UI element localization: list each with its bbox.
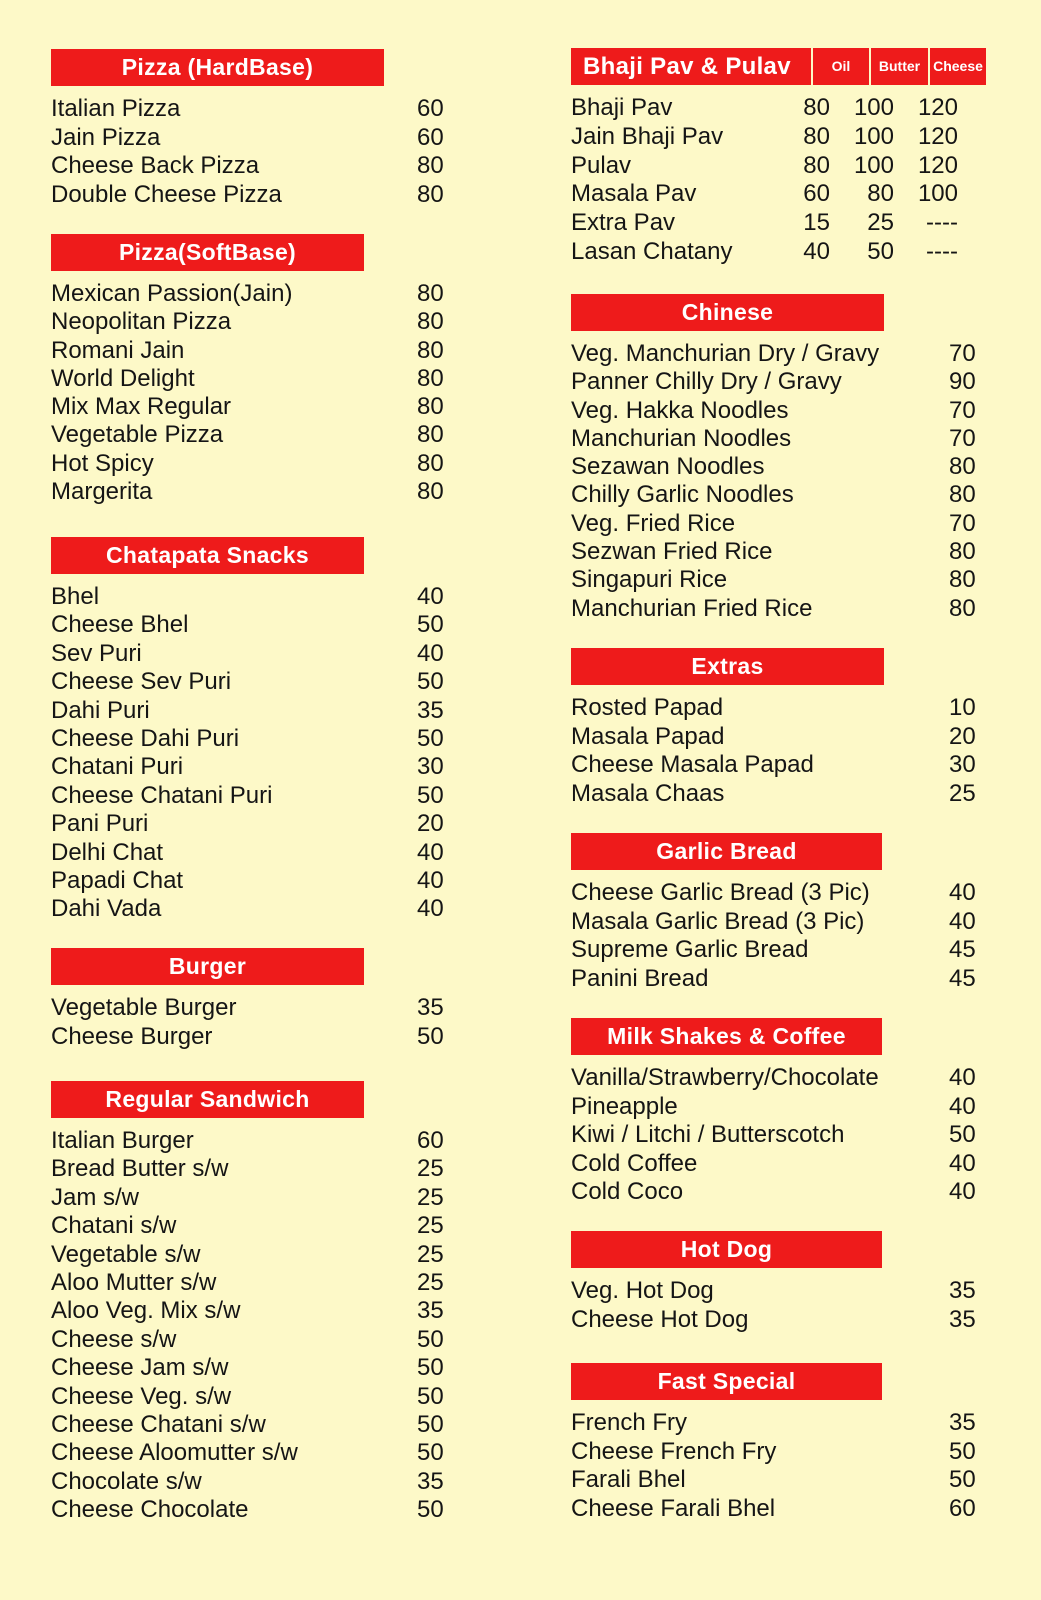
section-pizza-hardbase — [51, 49, 444, 209]
section-title: Fast Special — [571, 1363, 882, 1400]
section-hot-dog — [571, 1231, 976, 1334]
section-chinese — [571, 294, 976, 623]
item-name: Cheese French Fry — [571, 1437, 777, 1465]
section-regular-sandwich — [51, 1081, 444, 1524]
item-name: Singapuri Rice — [571, 566, 728, 594]
item-price: 80 — [417, 364, 444, 392]
item-name: Jam s/w — [51, 1183, 140, 1211]
item-price: 25 — [417, 1212, 444, 1240]
item-price: 50 — [417, 1022, 444, 1050]
menu-item — [571, 538, 976, 566]
item-price: 25 — [417, 1155, 444, 1183]
section-fast-special — [571, 1363, 976, 1523]
menu-item — [51, 280, 444, 308]
menu-items — [571, 1409, 976, 1523]
item-name: Delhi Chat — [51, 838, 164, 866]
item-name: Vegetable Burger — [51, 994, 237, 1021]
item-name: Veg. Fried Rice — [571, 509, 736, 537]
item-price: 50 — [417, 1439, 444, 1467]
item-price: 40 — [949, 1178, 976, 1205]
menu-item — [571, 1409, 976, 1438]
item-name: Vegetable s/w — [51, 1240, 201, 1268]
item-name: Veg. Hakka Noodles — [571, 396, 789, 424]
menu-item — [51, 994, 444, 1023]
item-price: 40 — [949, 907, 976, 935]
item-name: Romani Jain — [51, 336, 185, 364]
menu-item — [571, 594, 976, 623]
item-name: Cheese Jam s/w — [51, 1354, 229, 1382]
menu-item — [571, 694, 976, 723]
item-name: Masala Papad — [571, 722, 725, 750]
menu-item — [51, 336, 444, 365]
section-title: Chatapata Snacks — [51, 537, 364, 574]
menu-item — [571, 481, 976, 509]
item-name: Cheese Masala Papad — [571, 751, 814, 778]
section-title: Burger — [51, 948, 364, 985]
item-price: 35 — [417, 1297, 444, 1325]
item-price: 40 — [417, 583, 444, 610]
item-name: Veg. Manchurian Dry / Gravy — [571, 340, 880, 367]
menu-item — [571, 879, 976, 908]
menu-item — [51, 1439, 444, 1467]
item-name: Pani Puri — [51, 810, 149, 838]
price-butter: 80 — [867, 180, 894, 208]
bhaji-items — [571, 94, 986, 267]
menu-item — [51, 583, 444, 611]
item-price: 60 — [417, 123, 444, 151]
menu-item — [51, 696, 444, 725]
item-name: Cheese Chocolate — [51, 1496, 249, 1524]
menu-item — [51, 1183, 444, 1212]
item-price: 40 — [417, 838, 444, 866]
menu-item — [51, 95, 444, 124]
item-price: 70 — [949, 396, 976, 424]
menu-item — [571, 1437, 976, 1467]
menu-item — [571, 180, 980, 209]
menu-item — [571, 1178, 976, 1207]
item-price: 80 — [417, 336, 444, 364]
section-title: Chinese — [571, 294, 884, 331]
item-name: Jain Pizza — [51, 123, 161, 151]
price-oil: 40 — [803, 237, 830, 265]
menu-item — [51, 838, 444, 867]
item-price: 80 — [417, 449, 444, 477]
item-price: 80 — [417, 308, 444, 336]
menu-item — [51, 152, 444, 181]
menu-item — [571, 424, 976, 453]
menu-item — [51, 421, 444, 449]
item-price: 40 — [417, 895, 444, 923]
item-price: 80 — [949, 453, 976, 481]
item-price: 35 — [417, 994, 444, 1021]
section-title: Pizza(SoftBase) — [51, 234, 364, 271]
item-price: 20 — [949, 722, 976, 750]
item-name: Mix Max Regular — [51, 393, 232, 421]
menu-item — [51, 180, 444, 210]
menu-item — [51, 364, 444, 393]
item-price: 80 — [949, 566, 976, 594]
item-name: Bread Butter s/w — [51, 1155, 229, 1183]
item-name: World Delight — [51, 364, 195, 392]
item-price: 80 — [417, 393, 444, 421]
item-name: Sev Puri — [51, 639, 142, 667]
item-price: 40 — [949, 1149, 976, 1177]
item-name: Manchurian Noodles — [571, 424, 792, 452]
menu-item — [571, 1092, 976, 1122]
item-name: Pineapple — [571, 1092, 678, 1120]
menu-item — [51, 1325, 444, 1354]
item-price: 80 — [417, 478, 444, 506]
menu-item — [51, 895, 444, 923]
price-butter: 25 — [867, 209, 894, 237]
item-price: 70 — [949, 340, 976, 367]
item-price: 80 — [949, 481, 976, 509]
item-name: Cheese Burger — [51, 1022, 213, 1050]
menu-item — [571, 1149, 976, 1179]
menu-item — [51, 611, 444, 639]
item-price: 30 — [949, 751, 976, 778]
item-name: Pulav — [571, 151, 632, 179]
item-price: 80 — [949, 538, 976, 566]
item-name: Hot Spicy — [51, 449, 154, 477]
menu-item — [51, 1410, 444, 1439]
item-name: Dahi Puri — [51, 696, 150, 724]
item-price: 70 — [949, 424, 976, 452]
item-price: 40 — [949, 1092, 976, 1120]
item-price: 80 — [417, 280, 444, 307]
section-pizza-softbase — [51, 234, 444, 506]
item-name: Jain Bhaji Pav — [571, 122, 724, 150]
item-price: 90 — [949, 368, 976, 396]
item-price: 50 — [417, 1410, 444, 1438]
item-price: 45 — [949, 936, 976, 963]
menu-items — [571, 340, 976, 623]
menu-item — [51, 393, 444, 421]
item-name: Cheese s/w — [51, 1325, 177, 1353]
item-name: Veg. Hot Dog — [571, 1277, 714, 1304]
item-name: Aloo Veg. Mix s/w — [51, 1297, 241, 1325]
item-name: Chilly Garlic Noodles — [571, 481, 794, 509]
menu-item — [51, 1240, 444, 1269]
item-price: 25 — [417, 1183, 444, 1211]
menu-items — [51, 994, 444, 1051]
item-price: 10 — [949, 694, 976, 721]
item-name: Supreme Garlic Bread — [571, 936, 809, 963]
item-name: Double Cheese Pizza — [51, 180, 282, 208]
menu-item — [571, 936, 976, 965]
menu-item — [571, 907, 976, 937]
item-price: 35 — [949, 1409, 976, 1436]
price-cheese: 120 — [917, 151, 958, 179]
item-name: Cheese Back Pizza — [51, 152, 260, 180]
menu-items — [571, 1277, 976, 1334]
menu-item — [571, 453, 976, 481]
item-name: Cold Coffee — [571, 1149, 698, 1177]
menu-item — [571, 1277, 976, 1306]
price-cheese: 120 — [917, 94, 958, 121]
menu-item — [571, 722, 976, 752]
item-name: Kiwi / Litchi / Butterscotch — [571, 1121, 845, 1148]
menu-item — [51, 753, 444, 781]
menu-item — [51, 1212, 444, 1240]
item-name: Masala Chaas — [571, 779, 725, 807]
item-name: Papadi Chat — [51, 866, 184, 894]
menu-items — [571, 879, 976, 993]
menu-items — [571, 1064, 976, 1207]
section-title: Milk Shakes & Coffee — [571, 1018, 882, 1055]
item-price: 60 — [949, 1494, 976, 1522]
item-name: Chatani Puri — [51, 753, 184, 781]
item-price: 80 — [417, 152, 444, 180]
menu-item — [571, 1064, 976, 1093]
item-name: Mexican Passion(Jain) — [51, 280, 293, 307]
price-butter: 100 — [853, 151, 894, 179]
menu-item — [571, 964, 976, 994]
section-title: Garlic Bread — [571, 833, 882, 870]
menu-item — [51, 449, 444, 478]
menu-item — [571, 340, 976, 368]
item-name: Italian Burger — [51, 1127, 194, 1154]
menu-item — [571, 396, 976, 425]
menu-item — [571, 751, 976, 780]
item-price: 50 — [949, 1437, 976, 1465]
item-name: Cheese Hot Dog — [571, 1305, 749, 1333]
item-price: 80 — [949, 594, 976, 622]
item-price: 50 — [949, 1121, 976, 1148]
item-name: Cheese Farali Bhel — [571, 1494, 776, 1522]
item-name: Dahi Vada — [51, 895, 162, 923]
price-cheese: ---- — [926, 237, 958, 265]
item-price: 50 — [417, 1496, 444, 1524]
menu-item — [51, 866, 444, 895]
menu-item — [571, 238, 980, 267]
item-name: Panini Bread — [571, 964, 709, 992]
item-price: 25 — [417, 1240, 444, 1268]
item-name: Chocolate s/w — [51, 1467, 202, 1495]
menu-item — [51, 1467, 444, 1496]
item-name: Rosted Papad — [571, 694, 724, 721]
item-price: 50 — [417, 724, 444, 752]
section-bhaji-pav-pulav — [571, 48, 986, 267]
item-price: 50 — [417, 611, 444, 639]
menu-item — [51, 123, 444, 153]
section-title: Extras — [571, 648, 884, 685]
menu-item — [51, 1268, 444, 1297]
item-name: Vegetable Pizza — [51, 421, 224, 449]
menu-item — [51, 1496, 444, 1524]
item-price: 50 — [417, 1325, 444, 1353]
item-name: Extra Pav — [571, 209, 676, 237]
item-name: Masala Garlic Bread (3 Pic) — [571, 907, 865, 935]
menu-item — [571, 94, 980, 123]
menu-item — [51, 810, 444, 838]
menu-item — [51, 781, 444, 810]
item-name: Masala Pav — [571, 180, 697, 208]
bhaji-header — [571, 48, 986, 85]
item-name: Vanilla/Strawberry/Chocolate — [571, 1064, 879, 1091]
item-name: Margerita — [51, 478, 153, 506]
menu-item — [571, 779, 976, 809]
menu-item — [51, 1354, 444, 1382]
item-price: 25 — [417, 1268, 444, 1296]
item-name: Cheese Veg. s/w — [51, 1382, 232, 1410]
item-name: Cheese Chatani s/w — [51, 1410, 266, 1438]
price-cheese: 100 — [917, 180, 958, 208]
menu-items — [51, 1127, 444, 1524]
menu-item — [571, 368, 976, 396]
item-name: Panner Chilly Dry / Gravy — [571, 368, 842, 396]
price-butter: 100 — [853, 94, 894, 121]
section-garlic-bread — [571, 833, 976, 993]
item-price: 45 — [949, 964, 976, 992]
price-oil: 80 — [803, 94, 830, 121]
item-price: 80 — [417, 180, 444, 208]
item-name: Cheese Dahi Puri — [51, 724, 240, 752]
item-price: 40 — [949, 1064, 976, 1091]
item-name: Neopolitan Pizza — [51, 308, 232, 336]
price-butter: 100 — [853, 122, 894, 150]
item-name: Lasan Chatany — [571, 237, 733, 265]
item-name: Sezwan Fried Rice — [571, 538, 773, 566]
menu-items — [571, 694, 976, 808]
column-butter: Butter — [871, 48, 928, 85]
item-price: 80 — [417, 421, 444, 449]
item-name: Cheese Garlic Bread (3 Pic) — [571, 879, 870, 906]
menu-item — [51, 308, 444, 336]
item-price: 35 — [949, 1305, 976, 1333]
menu-item — [51, 639, 444, 668]
item-price: 50 — [417, 781, 444, 809]
section-title: Bhaji Pav & Pulav — [571, 48, 811, 85]
item-price: 40 — [417, 866, 444, 894]
menu-item — [571, 566, 976, 594]
item-price: 60 — [417, 95, 444, 122]
menu-items — [51, 95, 444, 209]
item-name: Farali Bhel — [571, 1466, 686, 1493]
price-cheese: 120 — [917, 122, 958, 150]
item-name: Cold Coco — [571, 1178, 684, 1205]
price-oil: 15 — [803, 209, 830, 237]
item-name: Bhaji Pav — [571, 94, 673, 121]
menu-item — [571, 1305, 976, 1335]
item-name: French Fry — [571, 1409, 688, 1436]
menu-items — [51, 583, 444, 924]
item-price: 40 — [417, 639, 444, 667]
menu-item — [571, 1121, 976, 1150]
menu-items — [51, 280, 444, 506]
section-title: Regular Sandwich — [51, 1081, 364, 1118]
item-price: 35 — [949, 1277, 976, 1304]
menu-item — [571, 123, 980, 152]
item-name: Manchurian Fried Rice — [571, 594, 813, 622]
menu-item — [51, 724, 444, 753]
menu-item — [51, 1382, 444, 1411]
item-name: Cheese Bhel — [51, 611, 189, 639]
item-price: 50 — [949, 1466, 976, 1493]
price-oil: 60 — [803, 180, 830, 208]
item-name: Cheese Chatani Puri — [51, 781, 273, 809]
item-name: Sezawan Noodles — [571, 453, 765, 481]
price-cheese: ---- — [926, 209, 958, 237]
menu-item — [51, 1155, 444, 1183]
menu-item — [51, 1297, 444, 1325]
item-price: 70 — [949, 509, 976, 537]
section-chatapata-snacks — [51, 537, 444, 924]
item-price: 20 — [417, 810, 444, 838]
menu-item — [51, 1127, 444, 1155]
item-price: 50 — [417, 1382, 444, 1410]
item-price: 35 — [417, 1467, 444, 1495]
menu-item — [571, 509, 976, 538]
menu-item — [51, 668, 444, 696]
item-price: 40 — [949, 879, 976, 906]
item-price: 30 — [417, 753, 444, 781]
menu-item — [571, 1494, 976, 1524]
item-price: 50 — [417, 668, 444, 696]
item-name: Chatani s/w — [51, 1212, 177, 1240]
item-name: Italian Pizza — [51, 95, 181, 122]
section-extras — [571, 648, 976, 808]
menu-item — [51, 478, 444, 506]
price-oil: 80 — [803, 151, 830, 179]
price-butter: 50 — [867, 237, 894, 265]
item-name: Cheese Sev Puri — [51, 668, 232, 696]
item-price: 35 — [417, 696, 444, 724]
menu-item — [571, 152, 980, 181]
item-price: 25 — [949, 779, 976, 807]
item-price: 50 — [417, 1354, 444, 1382]
menu-item — [571, 209, 980, 238]
menu-item — [571, 1466, 976, 1495]
section-burger — [51, 948, 444, 1051]
section-title: Pizza (HardBase) — [51, 49, 384, 86]
item-name: Aloo Mutter s/w — [51, 1268, 217, 1296]
price-oil: 80 — [803, 122, 830, 150]
section-milk-shakes-coffee — [571, 1018, 976, 1207]
item-price: 60 — [417, 1127, 444, 1154]
item-name: Bhel — [51, 583, 100, 610]
column-cheese: Cheese — [930, 48, 986, 85]
section-title: Hot Dog — [571, 1231, 882, 1268]
column-oil: Oil — [813, 48, 869, 85]
menu-item — [51, 1022, 444, 1052]
item-name: Cheese Aloomutter s/w — [51, 1439, 298, 1467]
